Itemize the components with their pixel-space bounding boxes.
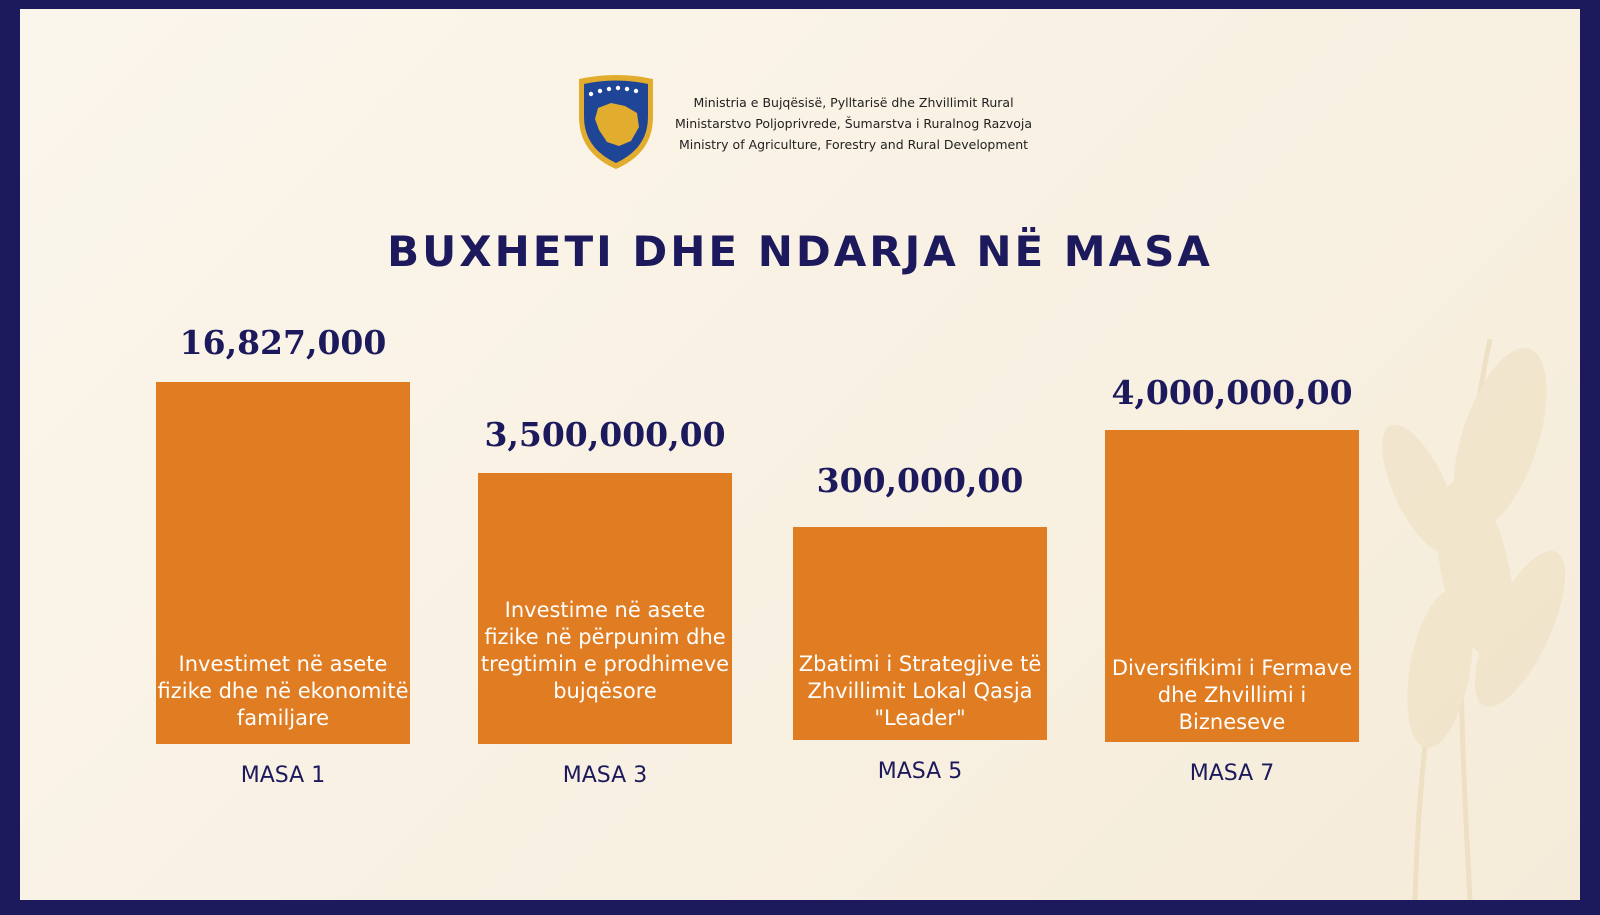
bar-description-masa-5: Zbatimi i Strategjive të Zhvillimit Lokal Qasja "Leader" — [798, 652, 1042, 730]
bar-description-masa-7: Diversifikimi i Fermave dhe Zhvillimi i Bizneseve — [1111, 656, 1353, 734]
value-label-masa-7: 4,000,000,00 — [1111, 373, 1353, 412]
ministry-name-english: Ministry of Agriculture, Forestry and Rural Development — [678, 136, 1029, 152]
chart-title: BUXHETI DHE NDARJA NË MASA — [387, 227, 1213, 276]
value-label-masa-1: 16,827,000 — [179, 323, 387, 362]
bar-description-masa-3: Investime në asete fizike në përpunim dhe tregtimin e prodhimeve bujqësore — [480, 598, 730, 703]
value-label-masa-5: 300,000,00 — [816, 461, 1024, 500]
infographic-frame — [20, 9, 1580, 900]
category-label-masa-7: MASA 7 — [1189, 761, 1275, 786]
category-label-masa-1: MASA 1 — [240, 763, 326, 788]
ministry-name-albanian: Ministria e Bujqësisë, Pylltarisë dhe Zhvillimit Rural — [693, 94, 1014, 110]
category-label-masa-3: MASA 3 — [562, 763, 648, 788]
category-label-masa-5: MASA 5 — [877, 759, 963, 784]
bar-description-masa-1: Investimet në asete fizike dhe në ekonomitë familjare — [157, 652, 409, 730]
ministry-name-serbian: Ministarstvo Poljoprivrede, Šumarstva i Ruralnog Razvoja — [675, 115, 1033, 131]
value-label-masa-3: 3,500,000,00 — [484, 415, 726, 454]
